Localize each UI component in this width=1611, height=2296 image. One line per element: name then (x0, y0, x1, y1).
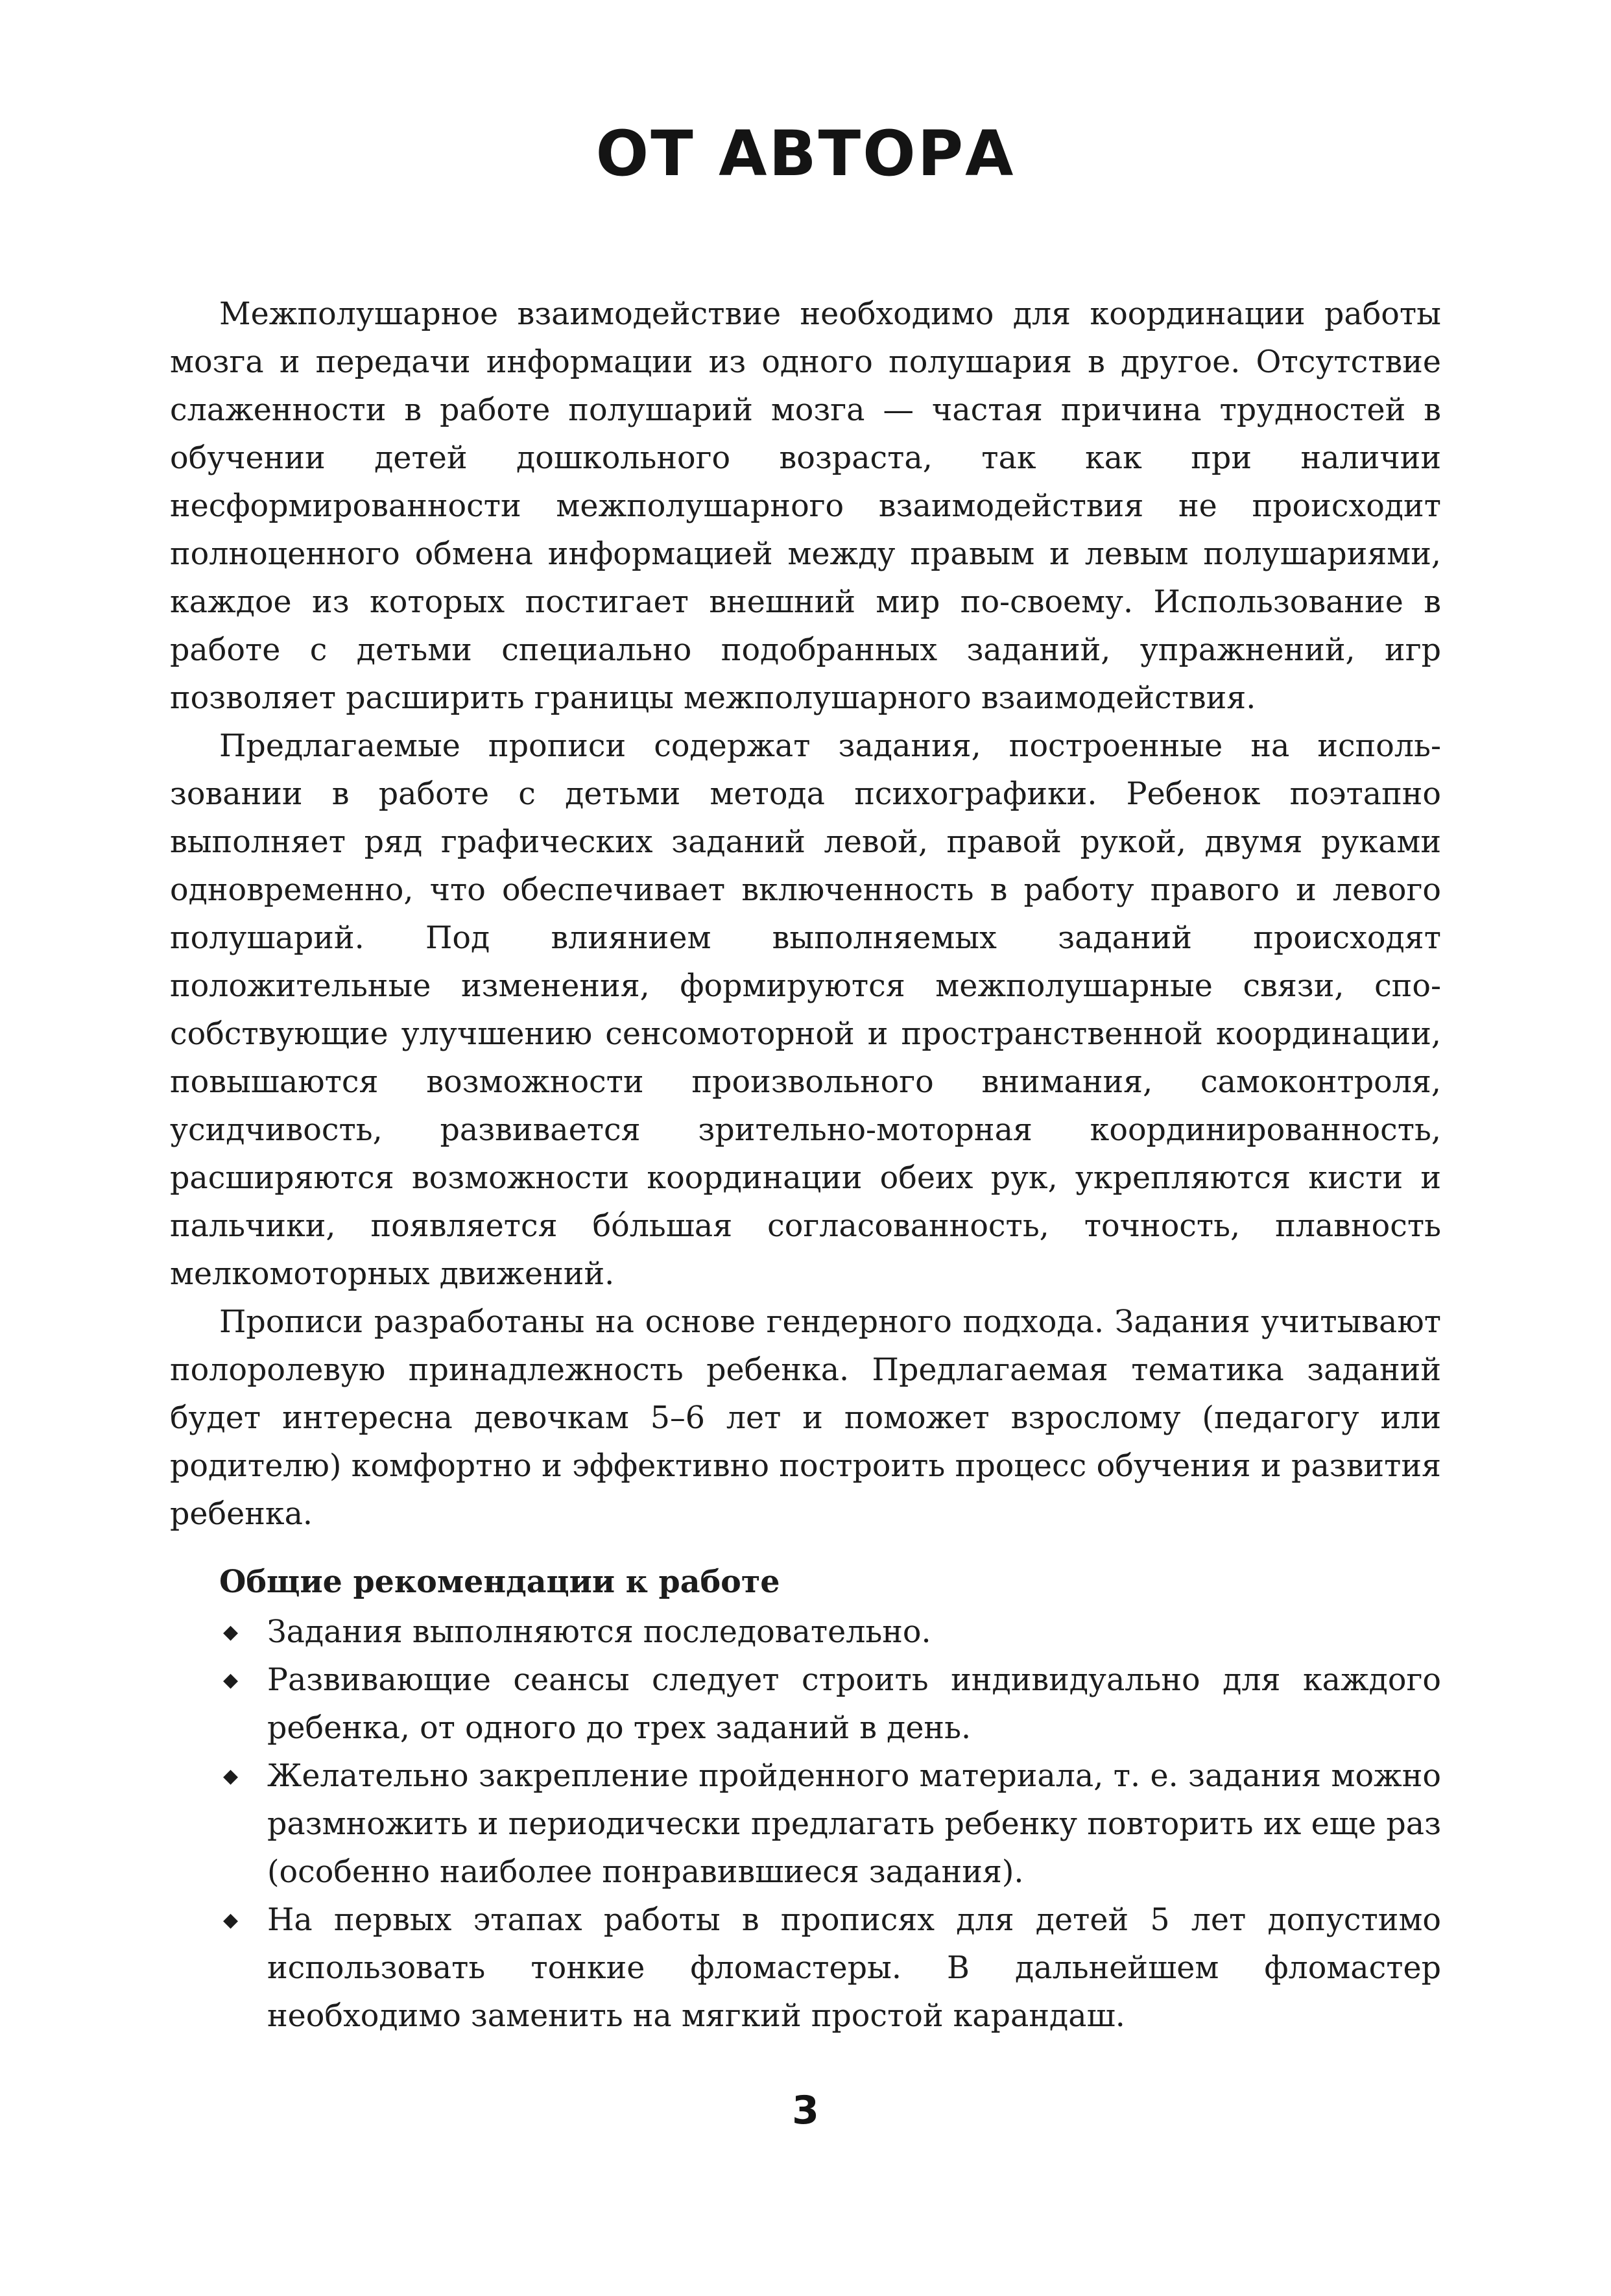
list-item-text: Задания выполняются последовательно. (267, 1614, 931, 1650)
diamond-bullet-icon: ◆ (223, 1909, 239, 1931)
list-item (170, 1752, 1441, 1896)
list-item (170, 1608, 1441, 1656)
list-item (170, 1656, 1441, 1752)
list-item-text: Желательно закрепление пройденного материала, т. е. задания можно размножить и периодически предлагать ребенку повторить их еще раз (особенно наиболее понравившиеся задания). (267, 1758, 1441, 1890)
paragraph-gender: Прописи разработаны на основе гендерного подхода. Задания учитывают полоролевую принадлежность ребенка. Предлагаемая тематика заданий будет интересна девочкам 5–6 лет и поможет взрослому (педагогу или родителю) комфортно и эффективно построить процесс обучения и развития ребенка. (170, 1304, 1441, 1532)
list-item (170, 1896, 1441, 2040)
paragraph-intro: Межполушарное взаимодействие необходимо для координации работы мозга и передачи информации из одного полушария в другое. Отсутствие слаженности в работе полушарий мозга — частая причина трудностей в обучении детей дошкольного возраста, так как при наличии несформированности межполушарного взаимодействия не происходит полноценного обмена информацией между правым и левым полушариями, каждое из которых постигает внешний мир по-своему. Использование в работе с детьми специально подобранных заданий, упражнений, игр позволяет расширить границы межполушарного взаимодействия. (170, 296, 1441, 716)
paragraph-method: Предлагаемые прописи содержат задания, построенные на использовании в работе с детьми метода психографики. Ребенок поэтапно выполняет ряд графических заданий левой, правой рукой, двумя руками одновременно, что обеспечивает включенность в работу правого и левого полушарий. Под влиянием выполняемых заданий происходят положительные изменения, формируются межполушарные связи, способствующие улучшению сенсомоторной и пространственной координации, повышаются возможности произвольного внимания, самоконтроля, усидчивость, развивается зрительно-моторная координированность, расширяются возможности координации обеих рук, укрепляются кисти и пальчики, появляется бóльшая согласованность, точность, плавность мелкомоторных движений. (170, 728, 1441, 1292)
diamond-bullet-icon: ◆ (223, 1621, 239, 1644)
list-item-text: На первых этапах работы в прописях для детей 5 лет допустимо использовать тонкие фломастеры. В дальнейшем фломастер необходимо заменить на мягкий простой карандаш. (267, 1902, 1441, 2034)
list-item-text: Развивающие сеансы следует строить индивидуально для каждого ребенка, от одного до трех заданий в день. (267, 1662, 1441, 1746)
diamond-bullet-icon: ◆ (223, 1765, 239, 1788)
page-title: ОТ АВТОРА (595, 117, 1016, 190)
diamond-bullet-icon: ◆ (223, 1669, 239, 1692)
recommendations-list (170, 1608, 1441, 2040)
body-text (170, 291, 1441, 2040)
page-number: 3 (792, 2088, 819, 2133)
recommendations-heading: Общие рекомендации к работе (219, 1564, 780, 1600)
